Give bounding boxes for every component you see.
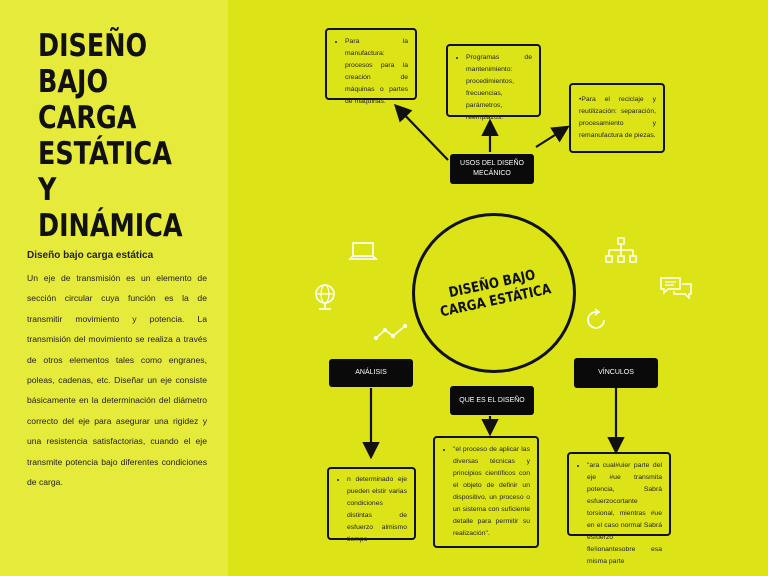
section-subtitle: Diseño bajo carga estática <box>27 250 154 261</box>
note-text: • "el proceso de aplicar las diversas técnicas y principios científicos con el objeto de definir un dispositivo, un proceso o un sistema con suficiente detalle para permitir su realización". <box>453 444 530 540</box>
note-manufactura <box>325 28 417 105</box>
chat-bubbles-icon <box>658 275 694 301</box>
label-usos-del-diseno <box>450 154 534 184</box>
title-line: BAJO <box>38 64 109 100</box>
title-line: DISEÑO <box>38 28 148 64</box>
label-analisis <box>329 359 413 387</box>
body-paragraph: Un eje de transmisión es un elemento de sección circular cuya función es la de transmitir movimiento y potencia. La transmisión del movimiento se realiza a través de otros elementos tales como engranes, poleas, cadenas, etc. Diseñar un eje consiste básicamente en la determinación del diámetro correcto del eje para asegurar una rigidez y una resistencia satisfactorias, cuando el eje transmite potencia bajo diferentes condiciones de carga. <box>27 273 207 488</box>
central-title: DISEÑO BAJO CARGA ESTÁTICA <box>438 267 553 321</box>
note-text: • "ara cual#uier parte del eje #ue transmita potencia, Sabrá esfuerzocortante torsional, mientras #ue en el caso normal Sabrá esfuerzo fle!ionantesobre esa misma parte <box>587 460 662 568</box>
central-node <box>412 213 576 373</box>
label-que-es-el-diseno <box>450 386 534 415</box>
label-text: QUE ES EL DISEÑO <box>459 396 525 404</box>
label-text: VÍNCULOS <box>598 369 634 376</box>
note-text: • n determinado eje pueden elstir varias condiciones distintas de esfuerzo almismo tiempo <box>347 474 407 546</box>
arrow-to-reciclaje <box>536 128 566 147</box>
note-text: • Programas de mantenimiento: procedimientos, frecuencias, parámetros, reemplazos. <box>466 52 532 124</box>
note-text: • Para la manufactura: procesos para la creación de máquinas o partes de máquinas. <box>345 36 408 108</box>
refresh-arrow-icon <box>584 307 610 333</box>
title-line: DINÁMICA <box>38 208 183 244</box>
note-que-es <box>433 436 539 548</box>
note-reciclaje <box>569 83 665 153</box>
note-analisis <box>327 467 416 543</box>
label-text: ANÁLISIS <box>355 369 387 376</box>
label-text: USOS DEL DISEÑO MECÁNICO <box>460 160 524 177</box>
note-vinculos <box>567 452 671 565</box>
org-chart-icon <box>604 236 638 264</box>
laptop-icon <box>348 240 378 264</box>
line-chart-icon <box>372 322 410 342</box>
note-text: •Para el reciclaje y reutilización: separación, procesamiento y remanufactura de piezas. <box>579 96 656 139</box>
globe-icon <box>313 281 339 313</box>
note-mantenimiento <box>446 44 541 121</box>
arrow-to-manufactura <box>397 107 448 160</box>
title-line: ESTÁTICA Y <box>38 136 172 208</box>
label-vinculos <box>574 358 658 388</box>
title-line: CARGA <box>38 100 137 136</box>
